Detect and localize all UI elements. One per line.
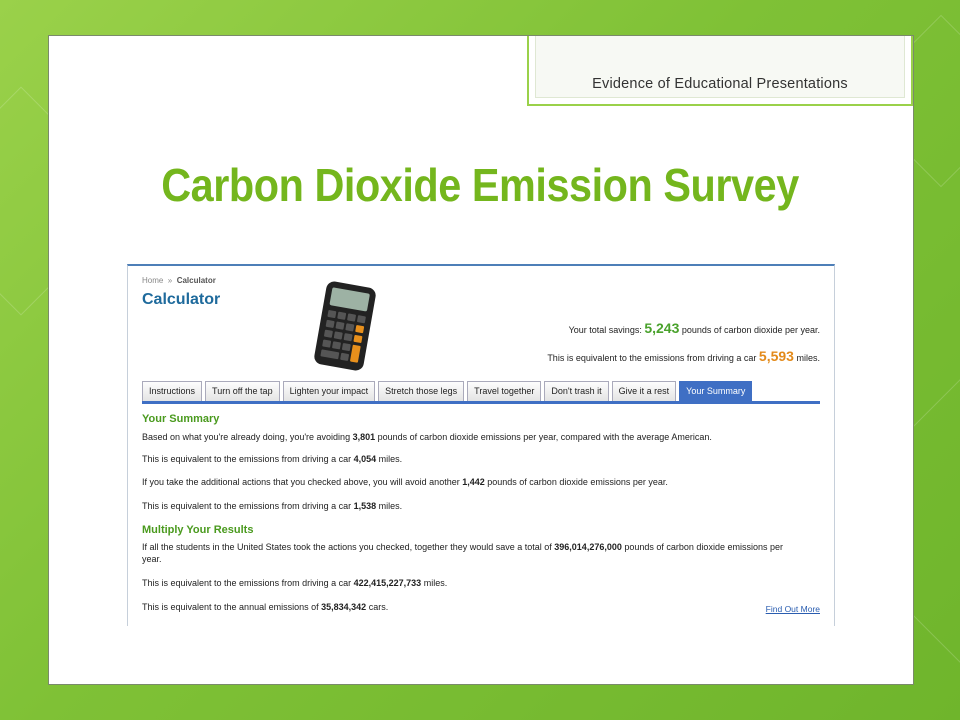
multiply-line-1-suffix: pounds of carbon dioxide emissions per year. xyxy=(142,542,783,564)
summary-line-1-value: 3,801 xyxy=(352,432,376,442)
breadcrumb-separator: » xyxy=(167,276,173,285)
summary-line-4 xyxy=(142,500,820,512)
slide-title: Carbon Dioxide Emission Survey xyxy=(161,159,799,211)
header-tab xyxy=(527,36,913,106)
calculator-screenshot xyxy=(127,264,835,626)
equivalent-suffix: miles. xyxy=(796,353,820,363)
breadcrumb-current: Calculator xyxy=(176,276,216,285)
savings-equivalent xyxy=(547,348,820,364)
multiply-line-3-text: This is equivalent to the annual emissions of xyxy=(142,602,319,612)
calculator-icon xyxy=(312,280,378,372)
multiply-heading: Multiply Your Results xyxy=(142,524,254,536)
tab-dont-trash-it[interactable]: Don't trash it xyxy=(544,381,608,401)
find-out-more-link[interactable]: Find Out More xyxy=(765,604,820,614)
summary-line-4-value: 1,538 xyxy=(353,501,377,511)
savings-value: 5,243 xyxy=(644,320,680,336)
equivalent-prefix: This is equivalent to the emissions from driving a car xyxy=(547,353,757,363)
summary-line-2-text: This is equivalent to the emissions from driving a car xyxy=(142,454,352,464)
multiply-line-3-value: 35,834,342 xyxy=(321,602,367,612)
tab-turn-off-the-tap[interactable]: Turn off the tap xyxy=(205,381,280,401)
breadcrumb-home[interactable]: Home xyxy=(142,276,164,285)
summary-line-3-text: If you take the additional actions that you checked above, you will avoid another xyxy=(142,477,460,487)
total-savings xyxy=(569,320,820,336)
multiply-line-1-value: 396,014,276,000 xyxy=(554,542,622,552)
multiply-line-2-text: This is equivalent to the emissions from driving a car xyxy=(142,578,352,588)
multiply-line-2 xyxy=(142,577,820,589)
tab-instructions[interactable]: Instructions xyxy=(142,381,202,401)
summary-heading: Your Summary xyxy=(142,413,220,425)
savings-prefix: Your total savings: xyxy=(568,325,642,335)
summary-line-1-text: Based on what you're already doing, you're avoiding xyxy=(142,432,351,442)
equivalent-value: 5,593 xyxy=(758,348,794,364)
breadcrumb xyxy=(142,276,216,285)
multiply-line-3 xyxy=(142,601,820,613)
summary-line-2 xyxy=(142,453,820,465)
savings-suffix: pounds of carbon dioxide per year. xyxy=(681,325,820,335)
tab-your-summary[interactable]: Your Summary xyxy=(679,381,752,401)
summary-line-4-suffix: miles. xyxy=(378,501,403,511)
multiply-line-1 xyxy=(142,541,794,565)
multiply-line-2-suffix: miles. xyxy=(423,578,448,588)
header-text: Evidence of Educational Presentations xyxy=(592,76,848,92)
summary-line-1-suffix: pounds of carbon dioxide emissions per year, compared with the average American. xyxy=(377,432,712,442)
multiply-line-1-text: If all the students in the United States took the actions you checked, together they would save a total of xyxy=(142,542,552,552)
tab-travel-together[interactable]: Travel together xyxy=(467,381,541,401)
summary-line-3-suffix: pounds of carbon dioxide emissions per year. xyxy=(487,477,668,487)
calculator-tabs xyxy=(142,381,820,404)
summary-line-3 xyxy=(142,476,820,488)
tab-lighten-your-impact[interactable]: Lighten your impact xyxy=(283,381,376,401)
summary-line-3-value: 1,442 xyxy=(462,477,485,487)
multiply-line-3-suffix: cars. xyxy=(368,602,389,612)
tab-stretch-those-legs[interactable]: Stretch those legs xyxy=(378,381,464,401)
summary-line-4-text: This is equivalent to the emissions from driving a car xyxy=(142,501,352,511)
page-title: Calculator xyxy=(142,291,221,308)
summary-line-1 xyxy=(142,431,820,443)
summary-line-2-suffix: miles. xyxy=(378,454,403,464)
multiply-line-2-value: 422,415,227,733 xyxy=(353,578,422,588)
tab-give-it-a-rest[interactable]: Give it a rest xyxy=(612,381,677,401)
summary-line-2-value: 4,054 xyxy=(353,454,377,464)
